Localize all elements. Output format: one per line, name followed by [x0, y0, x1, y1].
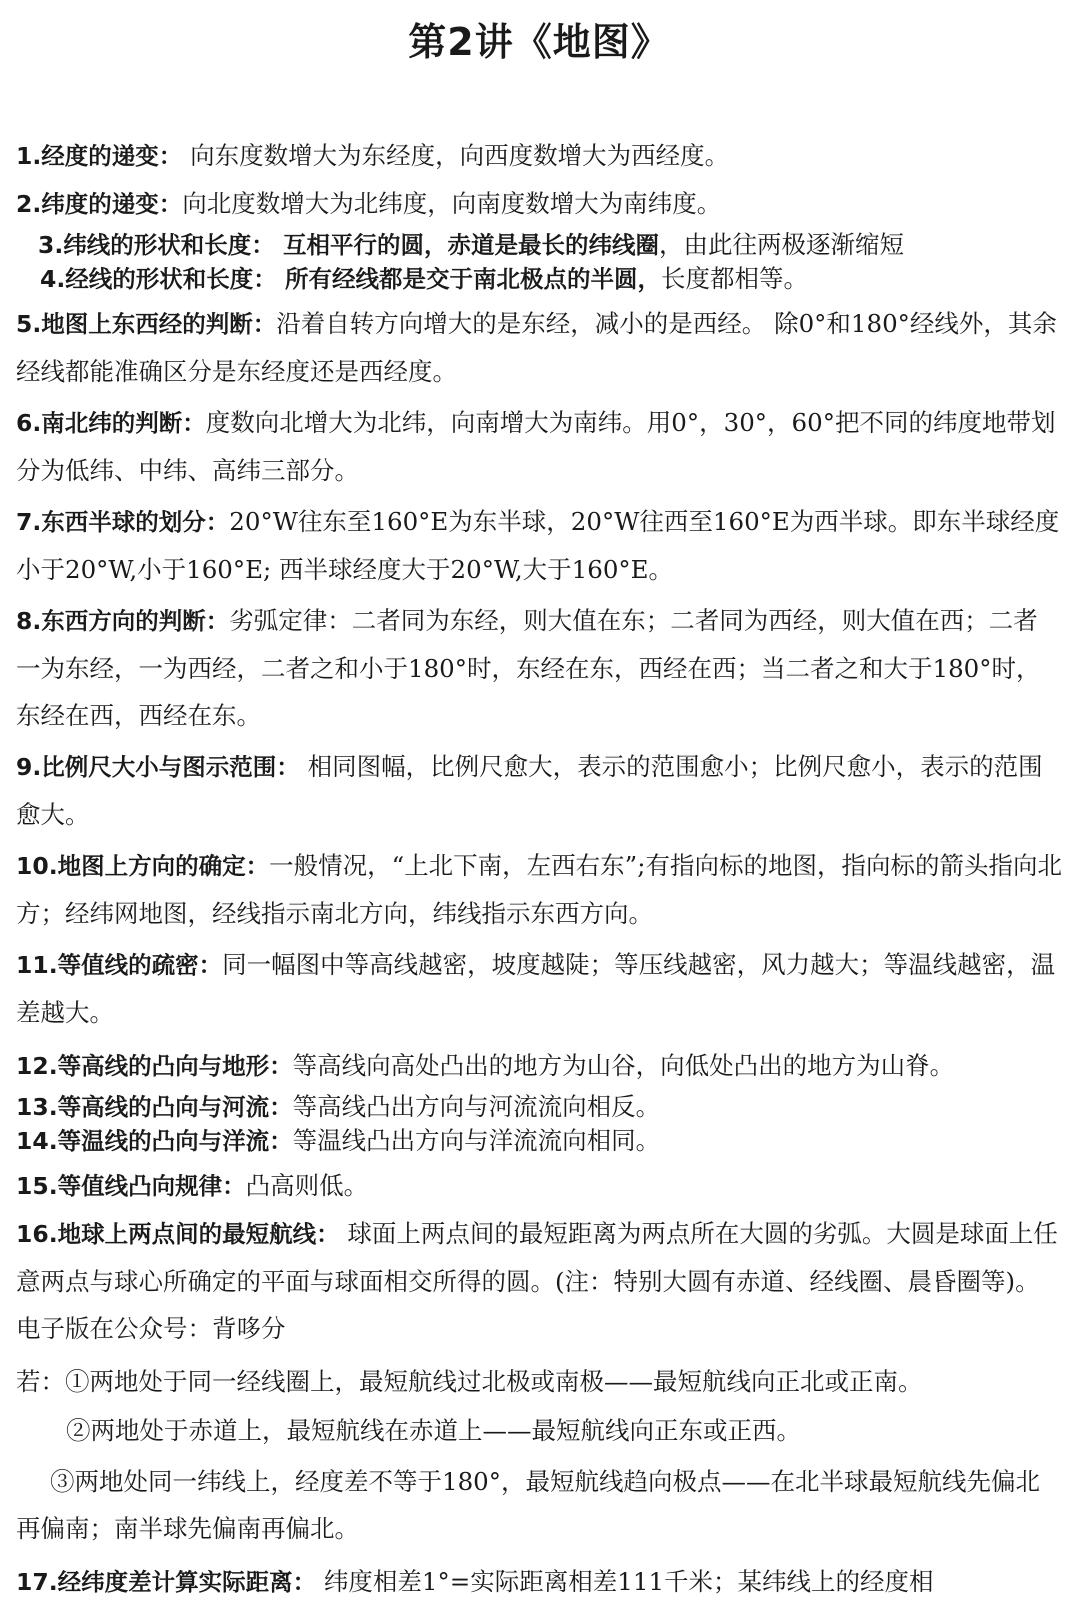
item-2 — [16, 180, 1062, 228]
item-text: 同一幅图中等高线越密，坡度越陡；等压线越密，风力越大；等温线越密，温差越大。 — [16, 950, 1056, 1027]
item-text: 凸高则低。 — [245, 1171, 369, 1200]
item-heading: 8.东西方向的判断： — [16, 607, 230, 635]
item-text: 球面上两点间的最短距离为两点所在大圆的劣弧。大圆是球面上任意两点与球心所确定的平面与球面相交所得的圆。(注：特别大圆有赤道、经线圈、晨昏圈等)。电子版在公众号：背哆分 — [16, 1219, 1058, 1343]
item-6 — [16, 399, 1062, 494]
item-heading: 3.纬线的形状和长度： — [38, 231, 275, 259]
item-text: ②两地处于赤道上，最短航线在赤道上——最短航线向正东或正西。 — [66, 1416, 801, 1445]
item-17 — [16, 1558, 1062, 1606]
content-body — [16, 80, 1062, 1606]
item-text: 相同图幅，比例尺愈大，表示的范围愈小；比例尺愈小，表示的范围愈大。 — [16, 752, 1043, 829]
item-text: 沿着自转方向增大的是东经，减小的是西经。 除0°和180°经线外，其余经线都能准确区分是东经度还是西经度。 — [16, 309, 1057, 386]
item-1 — [16, 132, 1062, 180]
item-heading: 9.比例尺大小与图示范围： — [16, 753, 300, 781]
item-text: 向东度数增大为东经度，向西度数增大为西经度。 — [182, 141, 730, 170]
item-9 — [16, 743, 1062, 838]
item-heading: 10.地图上方向的确定： — [16, 852, 270, 880]
item-heading: 1.经度的递变： — [16, 142, 183, 170]
item-14 — [16, 1124, 1062, 1158]
item-heading: 13.等高线的凸向与河流： — [16, 1093, 293, 1121]
item-heading: 6.南北纬的判断： — [16, 409, 206, 437]
item-heading: 14.等温线的凸向与洋流： — [16, 1127, 293, 1155]
item-16-case-2 — [16, 1407, 1062, 1454]
item-8 — [16, 597, 1062, 739]
item-5 — [16, 300, 1062, 395]
item-heading: 5.地图上东西经的判断： — [16, 310, 277, 338]
item-7 — [16, 498, 1062, 593]
item-text: 劣弧定律：二者同为东经，则大值在东；二者同为西经，则大值在西；二者一为东经，一为西经，二者之和小于180°时，东经在东，西经在西；当二者之和大于180°时，东经在西，西经在东。 — [16, 606, 1041, 730]
item-4 — [16, 262, 1062, 296]
item-15 — [16, 1162, 1062, 1210]
item-heading: 16.地球上两点间的最短航线： — [16, 1220, 340, 1248]
item-heading: 17.经纬度差计算实际距离： — [16, 1568, 317, 1596]
item-text: 度数向北增大为北纬，向南增大为南纬。用0°，30°，60°把不同的纬度地带划分为低纬、中纬、高纬三部分。 — [16, 408, 1056, 485]
item-10 — [16, 842, 1062, 937]
item-12 — [16, 1042, 1062, 1090]
item-heading: 7.东西半球的划分： — [16, 508, 230, 536]
item-text: 20°W往东至160°E为东半球，20°W往西至160°E为西半球。即东半球经度小于20°W,小于160°E; 西半球经度大于20°W,大于160°E。 — [16, 507, 1060, 584]
item-text: 长度都相等。 — [660, 264, 808, 293]
item-heading: 11.等值线的疏密： — [16, 951, 223, 979]
page-title: 第2讲《地图》 — [408, 20, 670, 64]
item-heading: 4.经线的形状和长度： — [40, 265, 277, 293]
item-13 — [16, 1090, 1062, 1124]
item-text: 等高线向高处凸出的地方为山谷，向低处凸出的地方为山脊。 — [292, 1051, 955, 1080]
item-text: 若：①两地处于同一经线圈上，最短航线过北极或南极——最短航线向正北或正南。 — [16, 1367, 923, 1396]
item-text: 向北度数增大为北纬度，向南度数增大为南纬度。 — [182, 189, 722, 218]
item-emphasis: 互相平行的圆，赤道是最长的纬线圈 — [274, 231, 659, 259]
item-emphasis: 所有经线都是交于南北极点的半圆， — [276, 265, 661, 293]
item-text: 等温线凸出方向与洋流流向相同。 — [292, 1126, 661, 1155]
item-heading: 12.等高线的凸向与地形： — [16, 1052, 293, 1080]
item-heading: 15.等值线凸向规律： — [16, 1172, 246, 1200]
item-heading: 2.纬度的递变： — [16, 190, 183, 218]
item-3 — [16, 228, 1062, 262]
item-16 — [16, 1210, 1062, 1352]
item-text: ③两地处同一纬线上，经度差不等于180°，最短航线趋向极点——在北半球最短航线先偏北再偏南；南半球先偏南再偏北。 — [16, 1467, 1041, 1543]
item-text: 一般情况，“上北下南，左西右东”;有指向标的地图，指向标的箭头指向北方；经纬网地图，经线指示南北方向，纬线指示东西方向。 — [16, 851, 1062, 928]
item-16-case-1 — [16, 1358, 1062, 1405]
item-text: 纬度相差1°=实际距离相差111千米；某纬线上的经度相 — [316, 1567, 934, 1596]
item-text: ，由此往两极逐渐缩短 — [658, 230, 904, 259]
item-16-case-3 — [16, 1458, 1062, 1552]
item-text: 等高线凸出方向与河流流向相反。 — [292, 1092, 661, 1121]
item-11 — [16, 941, 1062, 1036]
